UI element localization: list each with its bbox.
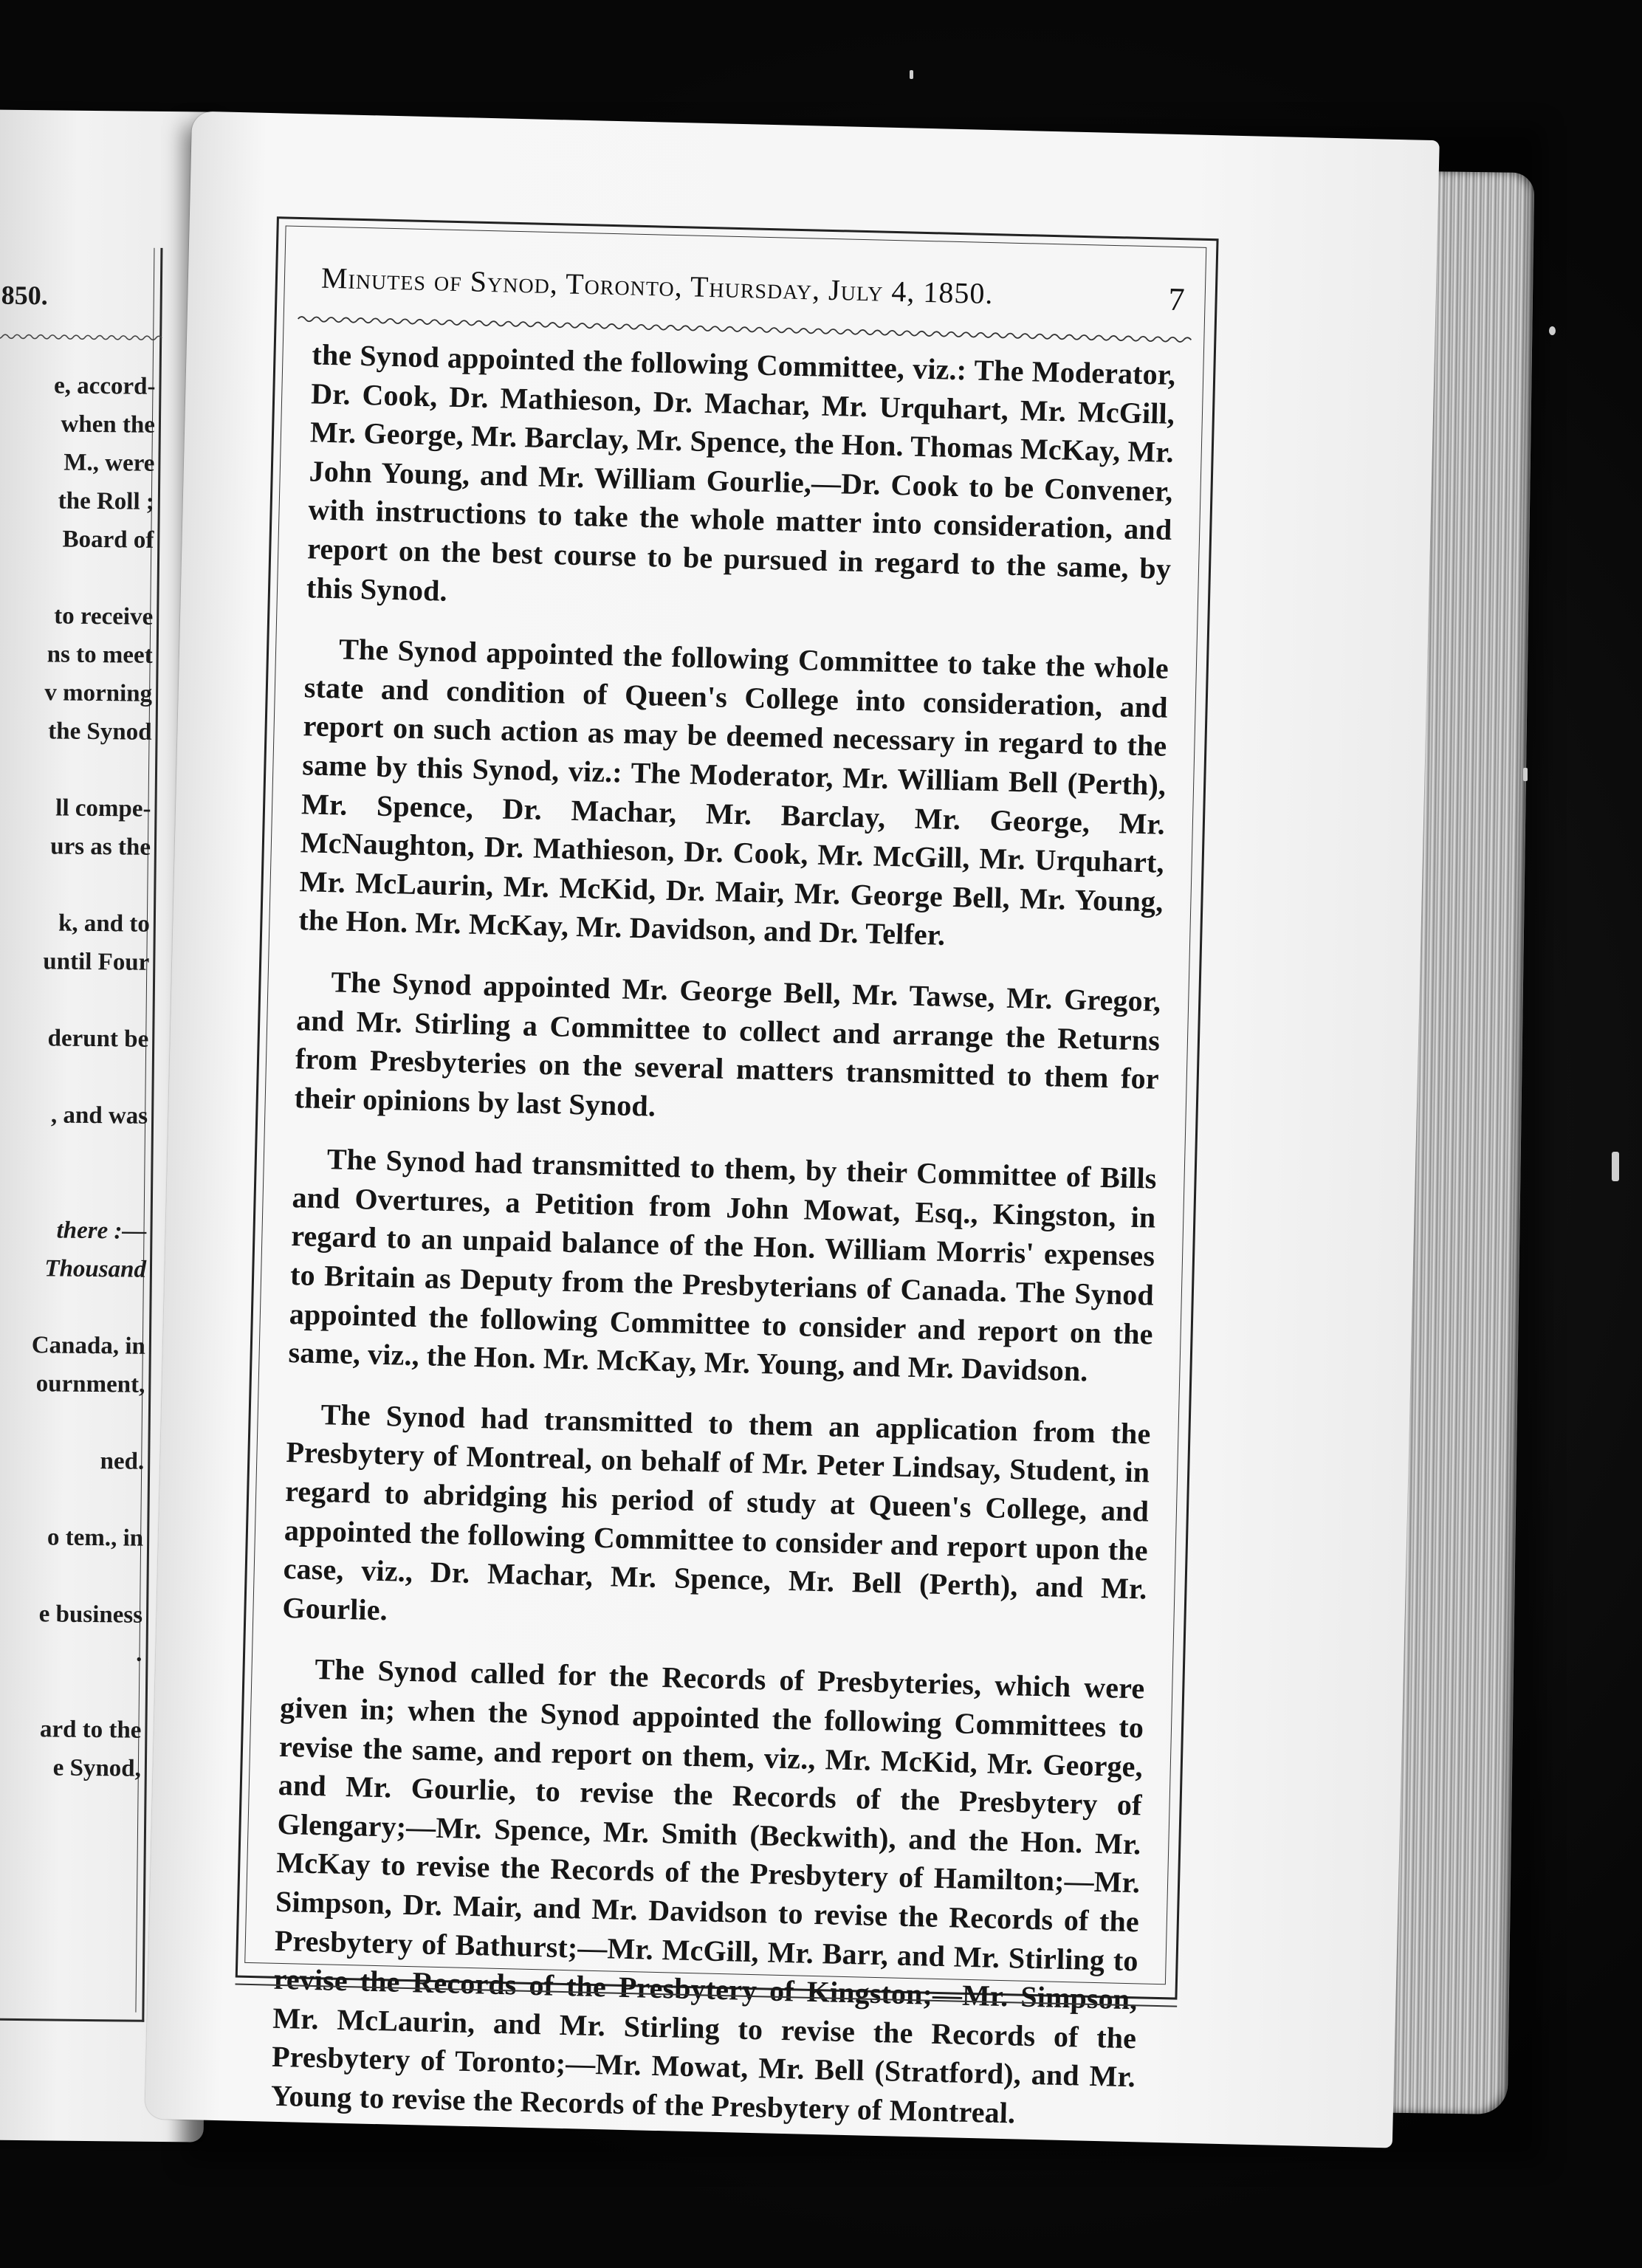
running-head-title: Minutes of Synod, Toronto, Thursday, July 4, 1850. xyxy=(320,261,994,311)
left-page-line: the Synod xyxy=(48,718,152,746)
left-page-line: there :— xyxy=(56,1217,147,1245)
left-wavy-rule xyxy=(0,331,163,343)
dust-speck xyxy=(910,70,913,79)
left-page-line: the Roll ; xyxy=(58,487,155,515)
left-page-line: derunt be xyxy=(47,1025,149,1053)
dust-speck xyxy=(1612,1152,1619,1181)
left-page-line: ard to the xyxy=(39,1716,142,1744)
left-page-line: , and was xyxy=(50,1102,148,1130)
dust-speck xyxy=(1523,768,1528,781)
left-page-line: ns to meet xyxy=(47,641,153,669)
left-page-header: 850. xyxy=(1,280,48,311)
paragraph-mowat-petition: The Synod had transmitted to them, by their Committee of Bills and Overtures, a Petition from John Mowat, Esq., Kingston, in regard to an unpaid balance of the Hon. William Morris' expenses to Britain as Deputy from the Presbyterians of Canada. The Synod appointed the following Committee to consider and report on the same, viz., the Hon. Mr. McKay, Mr. Young, and Mr. Davidson. xyxy=(288,1142,1158,1388)
left-page-line: to receive xyxy=(53,602,154,630)
left-page-line: until Four xyxy=(43,948,150,976)
minutes-body xyxy=(270,335,1176,2130)
left-page-line: Board of xyxy=(62,526,154,554)
left-page-line: . xyxy=(136,1640,142,1667)
left-page-line: e business xyxy=(38,1601,143,1629)
paragraph-records-of-presbyteries: The Synod called for the Records of Presbyteries, which were given in; when the Synod appointed the following Committees to revise the same, and report on them, viz., Mr. McKid, Mr. George, and Mr. Gourlie, to revise the Records of the Presbytery of Glengary;—Mr. Spence, Mr. Smith (Beckwith), and the Hon. Mr. McKay to revise the Records of the Presbytery of Hamilton;—Mr. Simpson, Dr. Mair, and Mr. Davidson to revise the Records of the Presbytery of Bathurst;—Mr. McGill, Mr. Barr, and Mr. Stirling to revise the Records of the Presbytery of Kingston;—Mr. Simpson, Mr. McLaurin, and Mr. Stirling to revise the Records of the Presbytery of Toronto;—Mr. Mowat, Mr. Bell (Stratford), and Mr. Young to revise the Records of the Presbytery of Montreal. xyxy=(270,1652,1145,2130)
paragraph-committee-continued: the Synod appointed the following Committee, viz.: The Moderator, Dr. Cook, Dr. Mathieson, Dr. Machar, Mr. Urquhart, Mr. McGill, Mr. George, Mr. Barclay, Mr. Spence, the Hon. Thomas McKay, Mr. John Young, and Mr. William Gourlie,—Dr. Cook to be Convener, with instructions to take the whole matter into consideration, and report on the best course to be pursued in regard to the same, by this Synod. xyxy=(306,337,1176,608)
left-page-line: Thousand xyxy=(44,1255,147,1283)
left-page-line: e, accord- xyxy=(53,372,156,400)
left-page-line: M., were xyxy=(63,449,155,477)
dust-speck xyxy=(1549,326,1556,335)
page-number: 7 xyxy=(1168,281,1186,318)
left-page-line: k, and to xyxy=(58,910,151,938)
left-page-line: ll compe- xyxy=(55,794,151,822)
left-page-line: v morning xyxy=(44,679,153,707)
paragraph-lindsay-application: The Synod had transmitted to them an application from the Presbytery of Montreal, on behalf of Mr. Peter Lindsay, Student, in regard to abridging his period of study at Queen's College, and appointed the following Committee to consider and report upon the case, viz., Dr. Machar, Mr. Spence, Mr. Bell (Perth), and Mr. Gourlie. xyxy=(282,1397,1151,1627)
paragraph-queens-college: The Synod appointed the following Committee to take the whole state and condition of Queen's College into consideration, and report on such action as may be deemed necessary in regard to the same by this Synod, viz.: The Moderator, Mr. William Bell (Perth), Mr. Spence, Dr. Machar, Mr. Barclay, Mr. George, Mr. McNaughton, Dr. Mathieson, Dr. Cook, Mr. McGill, Mr. Urquhart, Mr. McLaurin, Mr. McKid, Dr. Mair, Mr. George Bell, Mr. Young, the Hon. Mr. McKay, Mr. Davidson, and Dr. Telfer. xyxy=(298,632,1169,952)
left-page-line: o tem., in xyxy=(47,1524,144,1552)
book-page xyxy=(145,111,1440,2148)
left-page-line: when the xyxy=(61,410,156,439)
left-page-line: Canada, in xyxy=(31,1332,146,1360)
paragraph-returns-committee: The Synod appointed Mr. George Bell, Mr. Tawse, Mr. Gregor, and Mr. Stirling a Committee to collect and arrange the Returns from Presbyteries on the several matters transmitted to them for their opinions by last Synod. xyxy=(294,965,1161,1123)
left-page-line: ned. xyxy=(100,1448,145,1475)
left-page-line: urs as the xyxy=(50,833,151,861)
left-page-line: e Synod, xyxy=(52,1754,142,1782)
left-page-line: ournment, xyxy=(35,1370,145,1398)
